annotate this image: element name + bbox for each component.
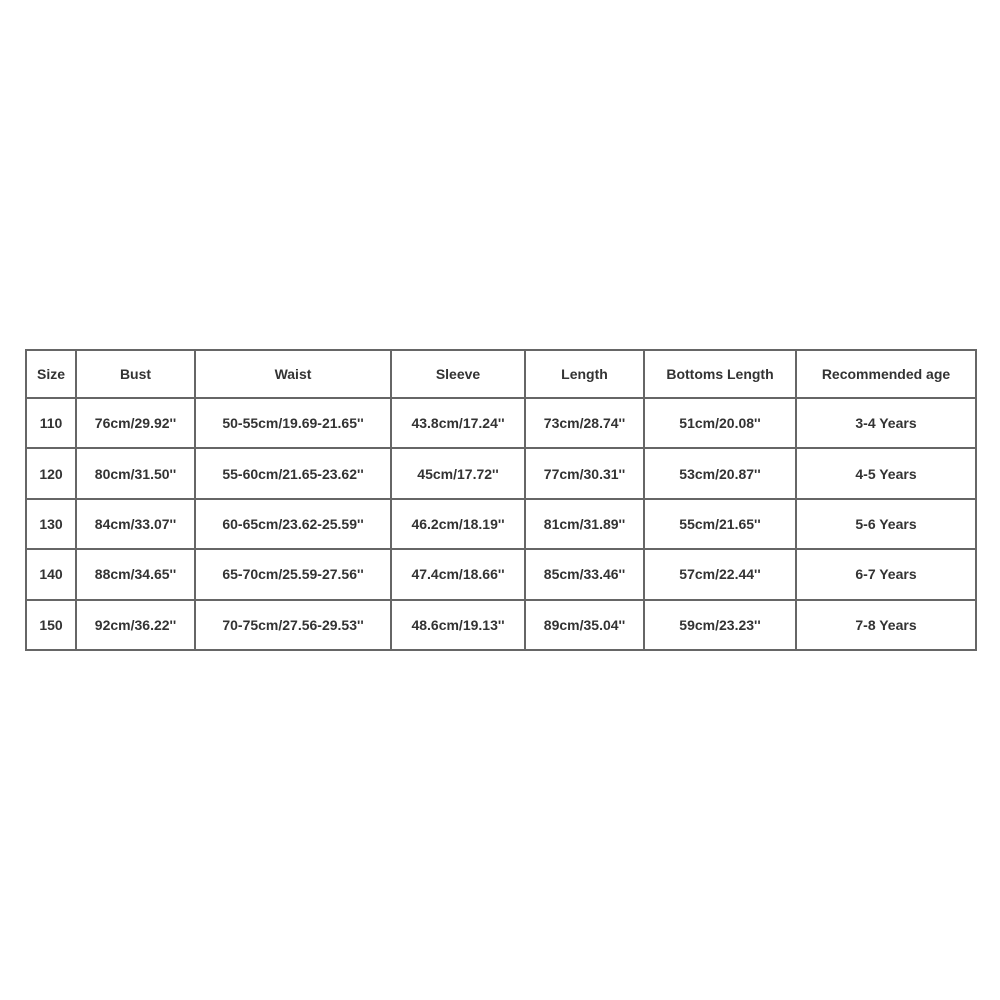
cell-sleeve: 45cm/17.72'': [391, 448, 525, 498]
cell-bottoms-length: 53cm/20.87'': [644, 448, 796, 498]
cell-bottoms-length: 57cm/22.44'': [644, 549, 796, 599]
cell-size: 120: [26, 448, 76, 498]
cell-size: 150: [26, 600, 76, 650]
cell-sleeve: 46.2cm/18.19'': [391, 499, 525, 549]
cell-bust: 92cm/36.22'': [76, 600, 195, 650]
cell-sleeve: 48.6cm/19.13'': [391, 600, 525, 650]
cell-length: 89cm/35.04'': [525, 600, 644, 650]
cell-bottoms-length: 59cm/23.23'': [644, 600, 796, 650]
header-bust: Bust: [76, 350, 195, 398]
cell-recommended-age: 6-7 Years: [796, 549, 976, 599]
cell-length: 77cm/30.31'': [525, 448, 644, 498]
cell-recommended-age: 7-8 Years: [796, 600, 976, 650]
cell-bust: 76cm/29.92'': [76, 398, 195, 448]
cell-recommended-age: 3-4 Years: [796, 398, 976, 448]
cell-bust: 80cm/31.50'': [76, 448, 195, 498]
table-row: [26, 398, 976, 448]
cell-sleeve: 43.8cm/17.24'': [391, 398, 525, 448]
cell-length: 81cm/31.89'': [525, 499, 644, 549]
header-row: [26, 350, 976, 398]
cell-bottoms-length: 51cm/20.08'': [644, 398, 796, 448]
header-size: Size: [26, 350, 76, 398]
header-waist: Waist: [195, 350, 391, 398]
cell-length: 73cm/28.74'': [525, 398, 644, 448]
header-bottoms-length: Bottoms Length: [644, 350, 796, 398]
cell-waist: 60-65cm/23.62-25.59'': [195, 499, 391, 549]
cell-size: 130: [26, 499, 76, 549]
cell-waist: 65-70cm/25.59-27.56'': [195, 549, 391, 599]
cell-bust: 84cm/33.07'': [76, 499, 195, 549]
cell-bust: 88cm/34.65'': [76, 549, 195, 599]
header-length: Length: [525, 350, 644, 398]
cell-waist: 50-55cm/19.69-21.65'': [195, 398, 391, 448]
cell-waist: 55-60cm/21.65-23.62'': [195, 448, 391, 498]
cell-sleeve: 47.4cm/18.66'': [391, 549, 525, 599]
cell-length: 85cm/33.46'': [525, 549, 644, 599]
cell-recommended-age: 5-6 Years: [796, 499, 976, 549]
table-row: [26, 549, 976, 599]
size-chart-table: [25, 349, 977, 651]
header-sleeve: Sleeve: [391, 350, 525, 398]
cell-size: 140: [26, 549, 76, 599]
table-row: [26, 600, 976, 650]
cell-bottoms-length: 55cm/21.65'': [644, 499, 796, 549]
cell-size: 110: [26, 398, 76, 448]
header-recommended-age: Recommended age: [796, 350, 976, 398]
cell-recommended-age: 4-5 Years: [796, 448, 976, 498]
cell-waist: 70-75cm/27.56-29.53'': [195, 600, 391, 650]
table-row: [26, 499, 976, 549]
table-row: [26, 448, 976, 498]
